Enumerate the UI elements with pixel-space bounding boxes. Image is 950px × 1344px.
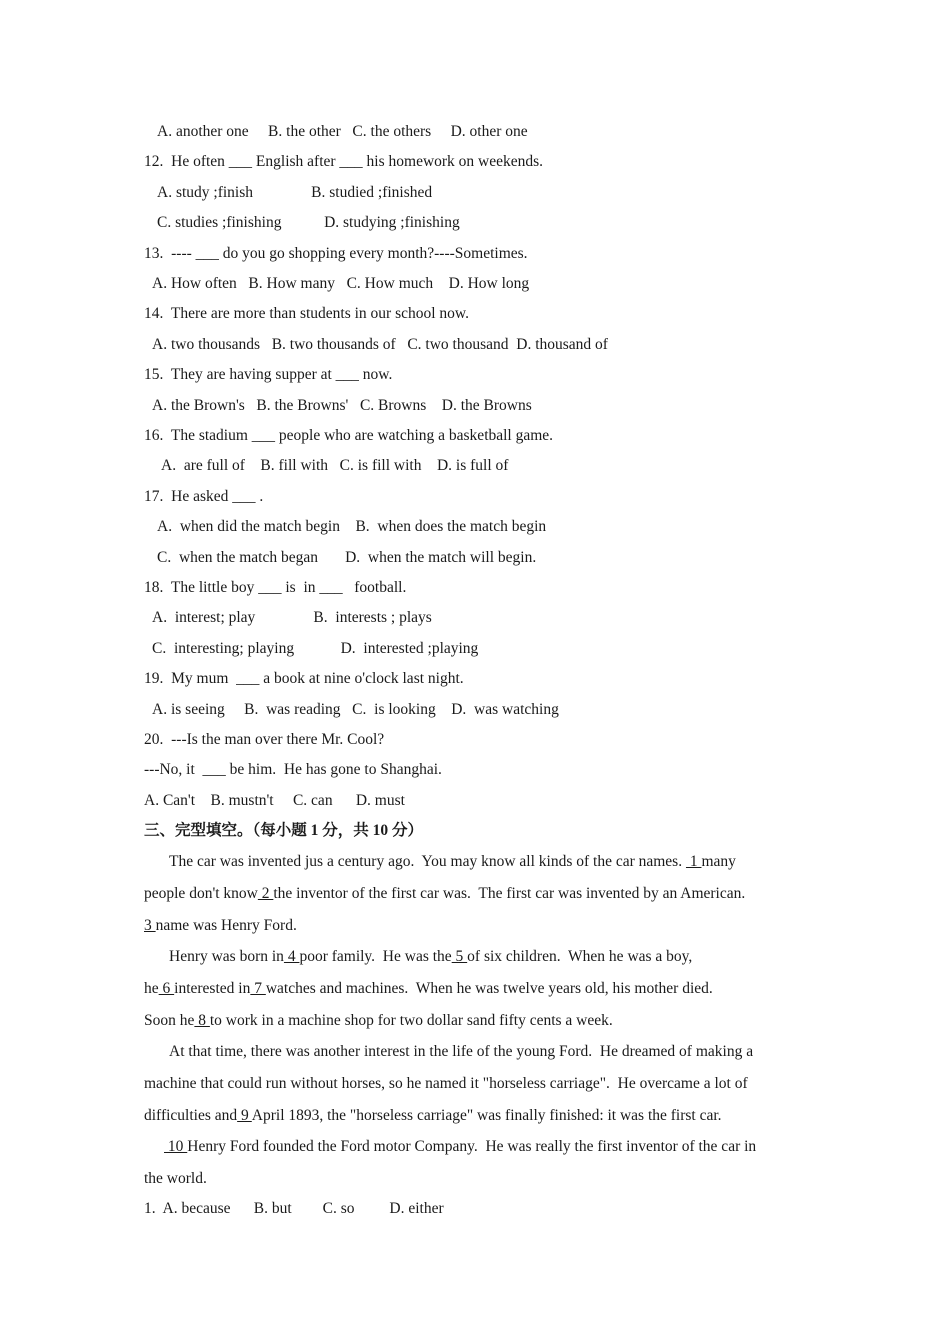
q19-options: A. is seeing B. was reading C. is looking D. was watching bbox=[152, 701, 559, 718]
q15-stem: 15. They are having supper at ___ now. bbox=[144, 366, 393, 383]
blank-9: 9 bbox=[237, 1107, 252, 1124]
q20-options: A. Can't B. mustn't C. can D. must bbox=[144, 792, 405, 809]
q12-options-ab: A. study ;finish B. studied ;finished bbox=[157, 184, 433, 201]
passage-line: At that time, there was another interest in the life of the young Ford. He dreamed of making a bbox=[169, 1043, 754, 1060]
q13-stem: 13. ---- ___ do you go shopping every month?----Sometimes. bbox=[144, 245, 528, 262]
q20-stem: 20. ---Is the man over there Mr. Cool? bbox=[144, 731, 385, 748]
q17-options-cd: C. when the match began D. when the match will begin. bbox=[157, 549, 537, 566]
q17-stem: 17. He asked ___ . bbox=[144, 488, 264, 505]
passage-line: 10 Henry Ford founded the Ford motor Company. He was really the first inventor of the car in bbox=[164, 1138, 757, 1155]
q16-stem: 16. The stadium ___ people who are watching a basketball game. bbox=[144, 427, 554, 444]
passage-line: Henry was born in 4 poor family. He was the 5 of six children. When he was a boy, bbox=[169, 948, 693, 965]
q14-options: A. two thousands B. two thousands of C. two thousand D. thousand of bbox=[152, 336, 608, 353]
passage-line: difficulties and 9 April 1893, the "horseless carriage" was finally finished: it was the first car. bbox=[144, 1107, 722, 1124]
q15-options: A. the Brown's B. the Browns' C. Browns D. the Browns bbox=[152, 397, 532, 414]
blank-1: 1 bbox=[685, 853, 702, 870]
q19-stem: 19. My mum ___ a book at nine o'clock last night. bbox=[144, 670, 464, 687]
q11-options: A. another one B. the other C. the others D. other one bbox=[157, 123, 528, 140]
q17-options-ab: A. when did the match begin B. when does the match begin bbox=[157, 518, 547, 535]
passage-line: 3 name was Henry Ford. bbox=[144, 917, 297, 934]
passage-line: The car was invented jus a century ago. You may know all kinds of the car names. 1 many bbox=[169, 853, 736, 870]
blank-10: 10 bbox=[164, 1138, 188, 1155]
q12-stem: 12. He often ___ English after ___ his homework on weekends. bbox=[144, 153, 544, 170]
q16-options: A. are full of B. fill with C. is fill with D. is full of bbox=[161, 457, 509, 474]
q18-options-ab: A. interest; play B. interests ; plays bbox=[152, 609, 432, 626]
q18-stem: 18. The little boy ___ is in ___ football. bbox=[144, 579, 407, 596]
blank-7: 7 bbox=[250, 980, 266, 997]
passage-line: he 6 interested in 7 watches and machines. When he was twelve years old, his mother died. bbox=[144, 980, 713, 997]
passage-line: people don't know 2 the inventor of the first car was. The first car was invented by an American. bbox=[144, 885, 746, 902]
q20-stem-reply: ---No, it ___ be him. He has gone to Shanghai. bbox=[144, 761, 442, 778]
q18-options-cd: C. interesting; playing D. interested ;playing bbox=[152, 640, 479, 657]
blank-8: 8 bbox=[194, 1012, 210, 1029]
blank-6: 6 bbox=[158, 980, 175, 997]
q14-stem: 14. There are more than students in our school now. bbox=[144, 305, 469, 322]
blank-2: 2 bbox=[257, 885, 274, 902]
blank-4: 4 bbox=[283, 948, 300, 965]
passage-line: machine that could run without horses, so he named it "horseless carriage". He overcame a lot of bbox=[144, 1075, 748, 1092]
blank-5: 5 bbox=[451, 948, 468, 965]
cloze-q1-options: 1. A. because B. but C. so D. either bbox=[144, 1200, 444, 1217]
q13-options: A. How often B. How many C. How much D. How long bbox=[152, 275, 530, 292]
passage-line: Soon he 8 to work in a machine shop for two dollar sand fifty cents a week. bbox=[144, 1012, 613, 1029]
q12-options-cd: C. studies ;finishing D. studying ;finishing bbox=[157, 214, 460, 231]
passage-line: the world. bbox=[144, 1170, 207, 1187]
blank-3: 3 bbox=[144, 917, 156, 934]
section-3-heading: 三、完型填空。（每小题 1 分，共 10 分） bbox=[144, 822, 424, 839]
